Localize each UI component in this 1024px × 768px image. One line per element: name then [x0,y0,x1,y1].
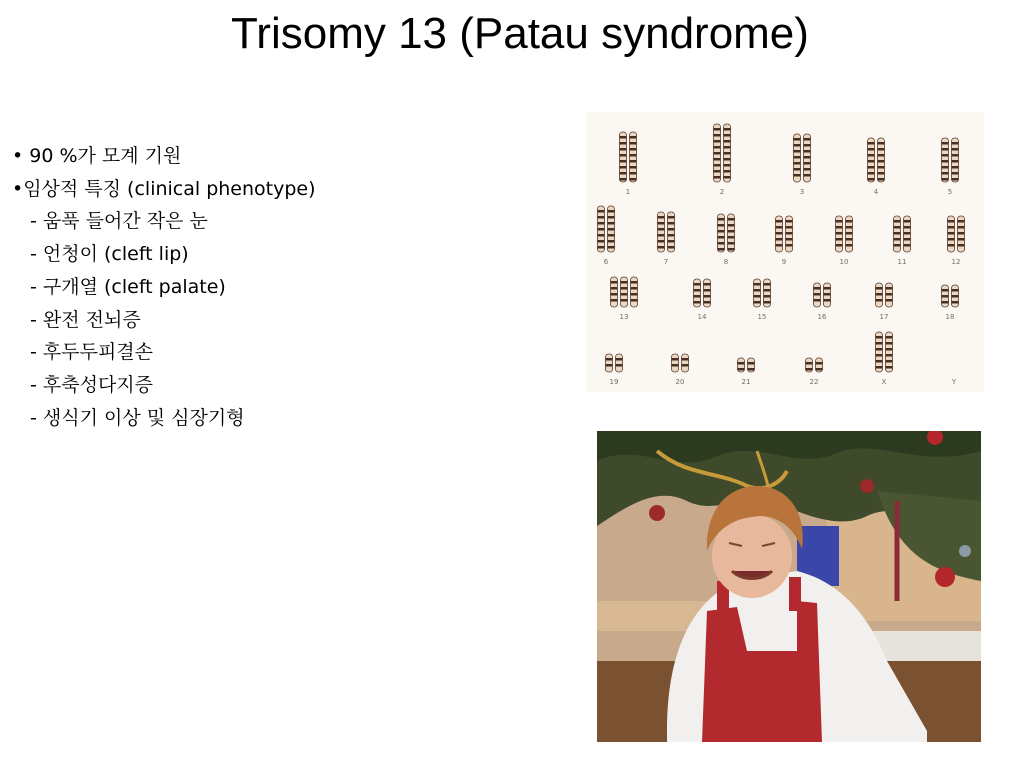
bullet-clinical-phenotype: •임상적 특징 (clinical phenotype) [12,177,316,200]
chromosome-band [952,172,959,175]
chromosome-band [608,222,615,225]
chromosome-band [724,164,731,167]
chromosome-band [728,242,735,245]
chromosome-band [904,244,911,247]
chromosome-band [754,295,761,298]
chromosome-band [748,362,755,365]
chromosome-band [804,144,811,147]
chromosome-band [824,293,831,296]
chromosome-band [668,222,675,225]
chromosome-band [658,246,665,249]
chromosome-band [718,230,725,233]
chromosome-band [868,166,875,169]
chromosome-band [786,226,793,229]
chromosome-band [608,240,615,243]
chromosome-band [904,226,911,229]
chromosome-band [794,168,801,171]
chromosome-band [816,368,823,371]
chromosome-band [886,299,893,302]
chromosome-band [658,228,665,231]
chromosome-band [631,281,638,284]
chromosome-band [794,156,801,159]
chromosome-band [836,232,843,235]
chromosome-band [616,364,623,367]
chromosome-band [668,240,675,243]
chromosome-band [846,220,853,223]
chromosome-band [764,289,771,292]
chromosome-band [794,150,801,153]
chromosome-band [631,293,638,296]
chromosome-band [630,148,637,151]
chromosome-band [718,224,725,227]
chromosome-band [714,146,721,149]
chromosome-band [836,244,843,247]
chromosome-pair-2 [714,124,731,196]
chromosome-pair-7 [658,212,675,266]
chromosome-pair-17 [876,283,893,321]
chromosome-band [804,162,811,165]
chromosome-band [728,248,735,251]
chromosome-band [952,154,959,157]
chromosome-band [878,160,885,163]
chromosome-band [894,220,901,223]
chromosome-band [718,218,725,221]
chromosome-band [876,348,883,351]
chromosome-band [786,232,793,235]
chromosome-band [876,299,883,302]
chromosome-band [608,246,615,249]
chromosome-band [878,178,885,181]
chromosome-band [620,178,627,181]
chromosome-band [824,299,831,302]
chromosome-band [814,287,821,290]
chromosome-band [948,238,955,241]
chromosome-band [616,358,623,361]
chromosome-band [786,220,793,223]
chromosome-band [846,226,853,229]
chromosome-band [658,240,665,243]
sub-item-genital-heart-anomaly: - 생식기 이상 및 심장기형 [30,406,245,429]
chromosome-band [942,142,949,145]
chromosome-band [878,166,885,169]
chromosome-band [668,234,675,237]
chromosome-band [724,158,731,161]
chromosome-band [942,289,949,292]
chromosome-band [886,342,893,345]
chromosome-label: 2 [719,188,725,196]
chromosome-pair-22 [806,358,823,386]
chromosome-band [804,168,811,171]
chromosome-pair-6 [598,206,615,266]
chromosome-band [718,236,725,239]
chromosome-band [952,301,959,304]
chromosome-band [694,301,701,304]
chromosome-band [904,232,911,235]
sub-item-scalp-defect: - 후두두피결손 [30,341,154,364]
chromosome-band [886,354,893,357]
chromosome-pair-1 [620,132,637,196]
karyotype-image [586,112,984,392]
chromosome-band [630,172,637,175]
chromosome-band [611,299,618,302]
chromosome-band [824,287,831,290]
chromosome-label: X [881,378,887,386]
chromosome-label: 18 [945,313,955,321]
chromosome-band [608,210,615,213]
chromosome-band [886,336,893,339]
chromosome-band [611,287,618,290]
chromosome-band [814,293,821,296]
chromosome-band [876,342,883,345]
chromosome-label: 6 [603,258,609,266]
chromosome-band [620,166,627,169]
chromosome-band [728,230,735,233]
chromosome [672,354,679,372]
chromosome-pair-21 [738,358,755,386]
chromosome-band [958,232,965,235]
chromosome-band [786,238,793,241]
chromosome-band [876,360,883,363]
chromosome-band [738,368,745,371]
chromosome-label: 7 [663,258,669,266]
chromosome-band [621,287,628,290]
chromosome-band [942,160,949,163]
chromosome-band [816,362,823,365]
chromosome-band [714,128,721,131]
chromosome-label: 11 [897,258,907,266]
patient-photo [597,431,981,742]
chromosome-band [630,136,637,139]
chromosome-band [714,158,721,161]
chromosome-band [952,295,959,298]
sub-item-cleft-lip: - 언청이 (cleft lip) [30,243,189,266]
chromosome-label: 21 [741,378,751,386]
chromosome-band [694,295,701,298]
chromosome-pair-13 [611,277,638,321]
chromosome-band [806,368,813,371]
chromosome-band [728,218,735,221]
chromosome-band [904,238,911,241]
chromosome-band [754,289,761,292]
chromosome-label: 15 [757,313,767,321]
chromosome-band [952,142,959,145]
chromosome-pair-9 [776,216,793,266]
chromosome-band [672,358,679,361]
chromosome-pair-12 [948,216,965,266]
chromosome-band [630,160,637,163]
chromosome-band [804,174,811,177]
chromosome-pair-18 [942,285,959,321]
chromosome-label: 12 [951,258,961,266]
chromosome-band [621,293,628,296]
chromosome-pair-14 [694,279,711,321]
chromosome-band [724,140,731,143]
chromosome-pair-y [951,378,957,386]
chromosome-pair-16 [814,283,831,321]
chromosome [606,354,613,372]
chromosome-label: 14 [697,313,707,321]
chromosome-band [718,242,725,245]
chromosome-band [611,293,618,296]
chromosome-band [598,246,605,249]
chromosome-band [836,226,843,229]
chromosome-band [776,220,783,223]
chromosome-band [598,234,605,237]
bullet-list [12,140,572,434]
chromosome-band [894,232,901,235]
chromosome-pair-4 [868,138,885,196]
chromosome-band [878,148,885,151]
chromosome-band [714,134,721,137]
chromosome-band [948,232,955,235]
chromosome-band [776,226,783,229]
chromosome-band [958,238,965,241]
chromosome-band [952,166,959,169]
karyotype-figure [586,112,984,392]
chromosome-band [776,244,783,247]
chromosome-band [952,148,959,151]
slide-title: Trisomy 13 (Patau syndrome) [231,9,809,58]
chromosome-band [868,178,875,181]
chromosome-band [794,138,801,141]
chromosome-band [952,289,959,292]
chromosome-band [942,148,949,151]
chromosome-band [878,142,885,145]
chromosome-label: 13 [619,313,629,321]
chromosome-band [668,228,675,231]
chromosome-band [952,160,959,163]
sub-item-polydactyly: - 후축성다지증 [30,373,154,396]
chromosome-band [704,301,711,304]
chromosome-band [630,142,637,145]
chromosome-label: 1 [625,188,631,196]
chromosome-band [948,226,955,229]
chromosome-band [894,238,901,241]
chromosome-band [958,244,965,247]
chromosome-band [714,170,721,173]
chromosome-band [658,222,665,225]
chromosome-band [611,281,618,284]
chromosome-band [608,216,615,219]
chromosome-band [868,154,875,157]
chromosome-band [658,234,665,237]
chromosome-band [804,138,811,141]
chromosome-band [876,336,883,339]
chromosome-band [598,216,605,219]
chromosome-band [724,146,731,149]
chromosome-band [794,174,801,177]
chromosome-band [886,360,893,363]
chromosome-band [942,154,949,157]
chromosome-band [942,172,949,175]
chromosome-band [804,156,811,159]
chromosome-band [714,152,721,155]
chromosome-band [668,216,675,219]
chromosome-band [718,248,725,251]
chromosome-band [658,216,665,219]
chromosome-band [704,289,711,292]
chromosome-band [694,289,701,292]
chromosome-band [868,172,875,175]
chromosome-label: 5 [947,188,953,196]
chromosome-band [728,236,735,239]
chromosome-pair-15 [754,279,771,321]
chromosome-band [952,178,959,181]
chromosome-band [714,140,721,143]
chromosome-band [886,348,893,351]
chromosome-band [630,166,637,169]
chromosome-label: 3 [799,188,805,196]
chromosome-band [764,283,771,286]
chromosome-band [942,301,949,304]
chromosome-band [886,287,893,290]
chromosome-label: Y [951,378,957,386]
chromosome-band [682,358,689,361]
chromosome-band [876,293,883,296]
chromosome-band [776,238,783,241]
chromosome-band [728,224,735,227]
chromosome-band [694,283,701,286]
chromosome-band [868,160,875,163]
chromosome-band [942,166,949,169]
chromosome-band [620,142,627,145]
chromosome-band [904,220,911,223]
chromosome-pair-19 [606,354,623,386]
chromosome-pair-8 [718,214,735,266]
chromosome-band [621,281,628,284]
chromosome-band [846,238,853,241]
chromosome-label: 4 [873,188,879,196]
chromosome-band [738,362,745,365]
chromosome-band [876,366,883,369]
chromosome-band [620,160,627,163]
bullet-maternal-origin: • 90 %가 모계 기원 [12,145,182,167]
chromosome-band [598,228,605,231]
chromosome-band [942,178,949,181]
chromosome-band [621,299,628,302]
chromosome-band [620,172,627,175]
chromosome-band [714,164,721,167]
chromosome-band [958,220,965,223]
chromosome-band [948,220,955,223]
chromosome-band [814,299,821,302]
chromosome-band [631,299,638,302]
chromosome-band [878,154,885,157]
chromosome-band [630,178,637,181]
chromosome-band [608,228,615,231]
chromosome-pair-5 [942,138,959,196]
chromosome-pair-20 [672,354,689,386]
chromosome-band [748,368,755,371]
chromosome-band [868,142,875,145]
chromosome-band [942,295,949,298]
chromosome-label: 8 [723,258,729,266]
chromosome-band [836,220,843,223]
chromosome-band [724,134,731,137]
chromosome-band [886,293,893,296]
chromosome-band [868,148,875,151]
chromosome-band [620,148,627,151]
sub-item-holoprosencephaly: - 완전 전뇌증 [30,308,141,331]
chromosome-band [724,170,731,173]
chromosome-label: 16 [817,313,827,321]
chromosome-band [606,364,613,367]
chromosome [682,354,689,372]
chromosome-band [894,244,901,247]
chromosome-band [836,238,843,241]
chromosome-band [786,244,793,247]
chromosome-label: 19 [609,378,619,386]
chromosome-band [846,244,853,247]
chromosome-band [631,287,638,290]
chromosome-band [764,295,771,298]
chromosome-label: 10 [839,258,849,266]
chromosome-band [806,362,813,365]
chromosome-band [630,154,637,157]
chromosome-band [886,366,893,369]
chromosome-band [598,222,605,225]
chromosome-band [704,295,711,298]
chromosome-band [598,240,605,243]
chromosome-label: 20 [675,378,685,386]
chromosome-band [714,176,721,179]
chromosome-label: 9 [781,258,787,266]
chromosome-band [894,226,901,229]
chromosome-band [958,226,965,229]
chromosome [616,354,623,372]
chromosome-band [608,234,615,237]
chromosome-label: 17 [879,313,889,321]
chromosome-pair-10 [836,216,853,266]
chromosome-band [724,128,731,131]
sub-item-sunken-small-eyes: - 움푹 들어간 작은 눈 [30,210,208,233]
chromosome-band [764,301,771,304]
chromosome-band [794,144,801,147]
chromosome-band [948,244,955,247]
chromosome-pair-x [876,332,893,386]
child-photo-illustration [597,431,981,742]
chromosome-band [672,364,679,367]
chromosome-band [846,232,853,235]
chromosome-band [876,287,883,290]
chromosome-band [754,301,761,304]
chromosome-band [804,150,811,153]
chromosome-band [704,283,711,286]
chromosome-pair-3 [794,134,811,196]
chromosome-band [878,172,885,175]
chromosome-band [724,152,731,155]
chromosome-band [598,210,605,213]
sub-item-cleft-palate: - 구개열 (cleft palate) [30,275,226,298]
chromosome-band [794,162,801,165]
chromosome-band [620,136,627,139]
chromosome-band [606,358,613,361]
chromosome-band [724,176,731,179]
chromosome-band [754,283,761,286]
chromosome-label: 22 [809,378,819,386]
chromosome-band [682,364,689,367]
chromosome-band [776,232,783,235]
chromosome-band [620,154,627,157]
chromosome-band [668,246,675,249]
chromosome-pair-11 [894,216,911,266]
chromosome-band [876,354,883,357]
